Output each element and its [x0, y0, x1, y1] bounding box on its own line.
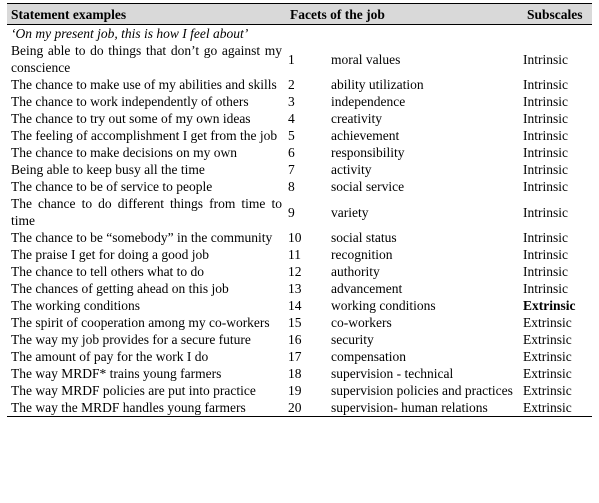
statement-cell: The amount of pay for the work I do [11, 349, 209, 364]
facet-cell: social status [331, 230, 397, 245]
facet-cell: authority [331, 264, 380, 279]
facet-number: 2 [288, 77, 295, 92]
facet-number: 9 [288, 204, 295, 220]
facet-cell: independence [331, 94, 406, 109]
statement-cell: The chances of getting ahead on this job [11, 281, 229, 296]
header-row [7, 4, 592, 25]
subscale-cell: Intrinsic [523, 77, 569, 92]
statement-cell: The chance to work independently of others [11, 94, 249, 109]
table-row [7, 331, 592, 348]
statement-cell: The praise I get for doing a good job [11, 247, 209, 262]
facet-number: 18 [288, 366, 302, 381]
statement-cell: The way MRDF* trains young farmers [11, 366, 222, 381]
facet-cell: supervision- human relations [321, 399, 523, 417]
table-row [7, 382, 592, 399]
table-row [7, 399, 592, 417]
subscale-cell: Intrinsic [523, 111, 569, 126]
subscale-cell: Extrinsic [523, 366, 572, 381]
table-row [7, 76, 592, 93]
table-body [7, 25, 592, 417]
facet-number: 3 [288, 94, 295, 109]
facet-number: 7 [288, 162, 295, 177]
header-subscale: Subscales [523, 4, 592, 25]
facet-number: 8 [288, 179, 295, 194]
facet-number: 11 [288, 247, 301, 262]
facet-cell: supervision policies and practices [331, 383, 513, 398]
statement-cell: The chance to make decisions on my own [11, 145, 238, 160]
header-facet: Facets of the job [286, 4, 523, 25]
subscale-cell: Intrinsic [523, 51, 569, 67]
subscale-cell: Intrinsic [523, 94, 569, 109]
statement-cell: The working conditions [11, 298, 140, 313]
facet-cell: recognition [331, 247, 393, 262]
statement-cell: Being able to do things that don’t go against my conscience [11, 43, 282, 75]
statement-cell: The way my job provides for a secure future [11, 332, 251, 347]
table-row [7, 195, 592, 229]
facet-cell: variety [331, 204, 369, 220]
statement-cell: The chance to be “somebody” in the community [11, 230, 273, 245]
facet-cell: working conditions [331, 298, 436, 313]
lead-in-text: ‘On my present job, this is how I feel about’ [11, 26, 249, 41]
facet-number: 1 [288, 51, 295, 67]
facet-cell: moral values [331, 51, 401, 67]
table-header [7, 4, 592, 25]
table-row [7, 246, 592, 263]
table-row [7, 314, 592, 331]
job-facets-table [7, 3, 592, 417]
table-row [7, 297, 592, 314]
facet-number: 15 [288, 315, 302, 330]
table-row [7, 348, 592, 365]
statement-cell: Being able to keep busy all the time [11, 162, 205, 177]
table-row [7, 42, 592, 76]
facet-cell: advancement [331, 281, 403, 296]
facet-number: 17 [288, 349, 302, 364]
subscale-cell: Intrinsic [523, 230, 569, 245]
facet-number: 14 [288, 298, 302, 313]
facet-cell: compensation [331, 349, 406, 364]
facet-number: 5 [288, 128, 295, 143]
statement-cell: The way the MRDF handles young farmers [7, 399, 286, 417]
facet-number: 19 [288, 383, 302, 398]
facet-cell: social service [331, 179, 405, 194]
table-row [7, 263, 592, 280]
subscale-cell: Intrinsic [523, 247, 569, 262]
subscale-cell: Intrinsic [523, 128, 569, 143]
facet-cell: achievement [331, 128, 400, 143]
facet-cell: creativity [331, 111, 382, 126]
statement-cell: The way MRDF policies are put into practice [11, 383, 256, 398]
facet-number: 16 [288, 332, 302, 347]
facet-cell: co-workers [331, 315, 392, 330]
facet-number: 12 [288, 264, 302, 279]
statement-cell: The feeling of accomplishment I get from the job [11, 128, 278, 143]
statement-cell: The spirit of cooperation among my co-workers [11, 315, 270, 330]
subscale-cell: Extrinsic [523, 332, 572, 347]
facet-cell: activity [331, 162, 372, 177]
table-row [7, 178, 592, 195]
statement-cell: The chance to try out some of my own ideas [11, 111, 251, 126]
table-row [7, 280, 592, 297]
table-row [7, 110, 592, 127]
subscale-cell: Extrinsic [523, 298, 576, 313]
facet-cell: security [331, 332, 374, 347]
subscale-cell: Intrinsic [523, 145, 569, 160]
subscale-cell: Intrinsic [523, 281, 569, 296]
statement-cell: The chance to be of service to people [11, 179, 213, 194]
subscale-cell: Extrinsic [523, 315, 572, 330]
table-row [7, 365, 592, 382]
subscale-cell: Intrinsic [523, 204, 569, 220]
subscale-cell: Intrinsic [523, 162, 569, 177]
subscale-cell: Extrinsic [523, 399, 592, 417]
table-row [7, 144, 592, 161]
statement-cell: The chance to do different things from time to time [11, 196, 282, 228]
facet-cell: ability utilization [331, 77, 424, 92]
subscale-cell: Extrinsic [523, 349, 572, 364]
facet-number: 20 [286, 399, 321, 417]
header-statement: Statement examples [7, 4, 286, 25]
lead-in-row [7, 25, 592, 43]
subscale-cell: Intrinsic [523, 179, 569, 194]
facet-cell: responsibility [331, 145, 405, 160]
facet-number: 13 [288, 281, 302, 296]
facet-number: 4 [288, 111, 295, 126]
subscale-cell: Intrinsic [523, 264, 569, 279]
table-row [7, 161, 592, 178]
table-row [7, 127, 592, 144]
facet-number: 10 [288, 230, 302, 245]
statement-cell: The chance to make use of my abilities and skills [11, 77, 277, 92]
facet-cell: supervision - technical [331, 366, 454, 381]
facet-number: 6 [288, 145, 295, 160]
statement-cell: The chance to tell others what to do [11, 264, 205, 279]
subscale-cell: Extrinsic [523, 383, 572, 398]
table-row [7, 93, 592, 110]
table-row [7, 229, 592, 246]
